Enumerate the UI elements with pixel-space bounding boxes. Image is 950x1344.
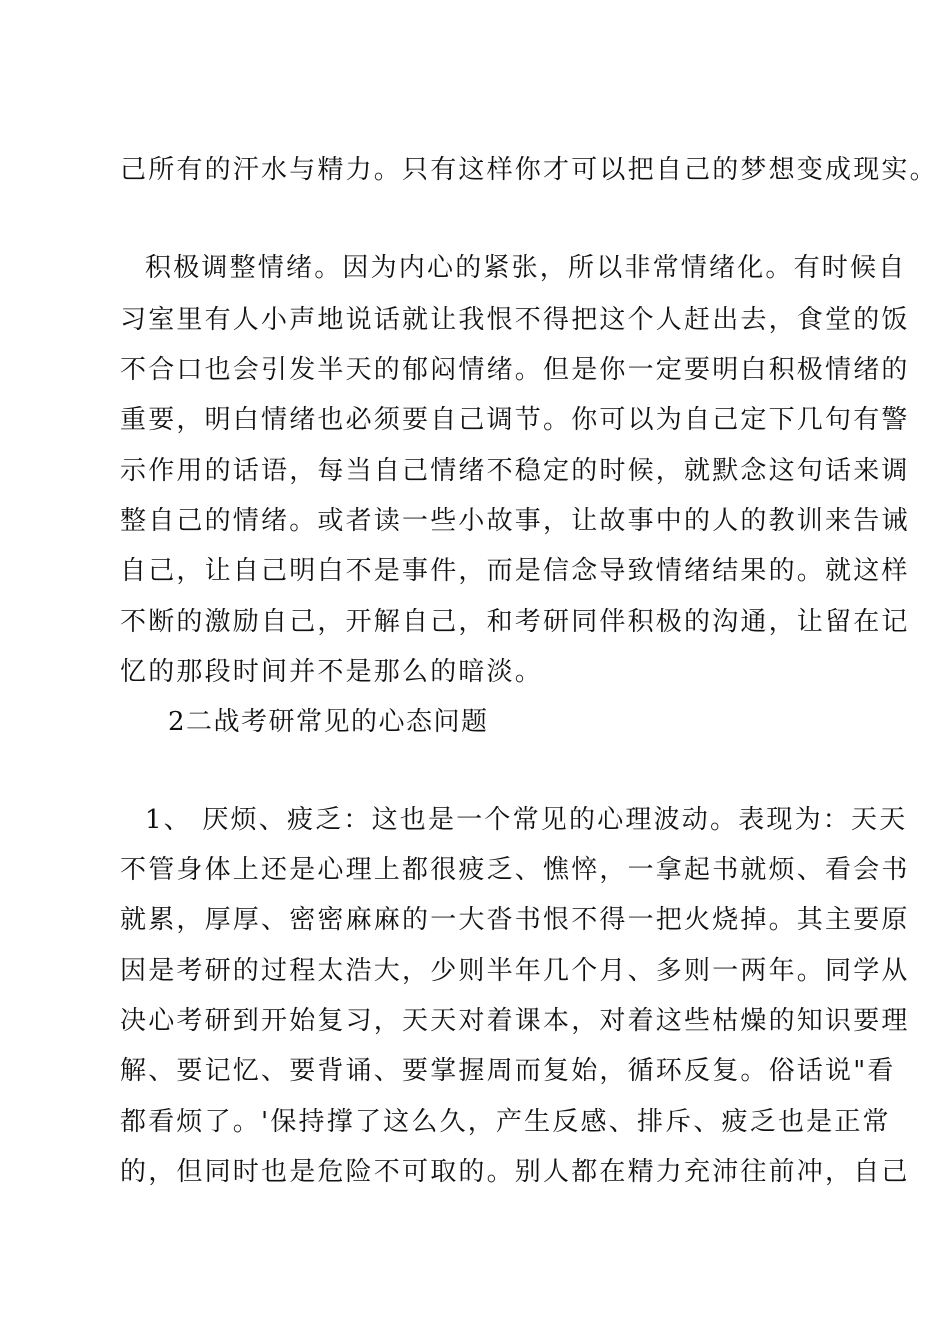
paragraph-line: 就累，厚厚、密密麻麻的一大沓书恨不得一把火烧掉。其主要原	[120, 905, 910, 935]
paragraph-line: 己所有的汗水与精力。只有这样你才可以把自己的梦想变成现实。	[120, 155, 938, 185]
paragraph-line: 不合口也会引发半天的郁闷情绪。但是你一定要明白积极情绪的	[120, 355, 910, 385]
paragraph-line: 整自己的情绪。或者读一些小故事，让故事中的人的教训来告诫	[120, 506, 910, 536]
section-heading: 2二战考研常见的心态问题	[168, 707, 489, 737]
paragraph-line: 不管身体上还是心理上都很疲乏、憔悴，一拿起书就烦、看会书	[120, 855, 910, 885]
paragraph-line: 解、要记忆、要背诵、要掌握周而复始，循环反复。俗话说"看	[120, 1056, 896, 1086]
paragraph-line: 重要，明白情绪也必须要自己调节。你可以为自己定下几句有警	[120, 405, 910, 435]
paragraph-line: 习室里有人小声地说话就让我恨不得把这个人赶出去，食堂的饭	[120, 305, 910, 335]
paragraph-line: 都看烦了。'保持撑了这么久，产生反感、排斥、疲乏也是正常	[120, 1107, 891, 1137]
paragraph-line: 不断的激励自己，开解自己，和考研同伴积极的沟通，让留在记	[120, 607, 910, 637]
paragraph-line: 积极调整情绪。因为内心的紧张，所以非常情绪化。有时候自	[145, 253, 907, 283]
paragraph-line: 的，但同时也是危险不可取的。别人都在精力充沛往前冲，自己	[120, 1157, 910, 1187]
paragraph-line: 示作用的话语，每当自己情绪不稳定的时候，就默念这句话来调	[120, 456, 910, 486]
paragraph-line: 自己，让自己明白不是事件，而是信念导致情绪结果的。就这样	[120, 556, 910, 586]
paragraph-line: 忆的那段时间并不是那么的暗淡。	[120, 657, 544, 687]
paragraph-line: 决心考研到开始复习，天天对着课本，对着这些枯燥的知识要理	[120, 1006, 910, 1036]
paragraph-line: 因是考研的过程太浩大，少则半年几个月、多则一两年。同学从	[120, 956, 910, 986]
paragraph-line: 1、 厌烦、疲乏：这也是一个常见的心理波动。表现为：天天	[145, 805, 908, 835]
